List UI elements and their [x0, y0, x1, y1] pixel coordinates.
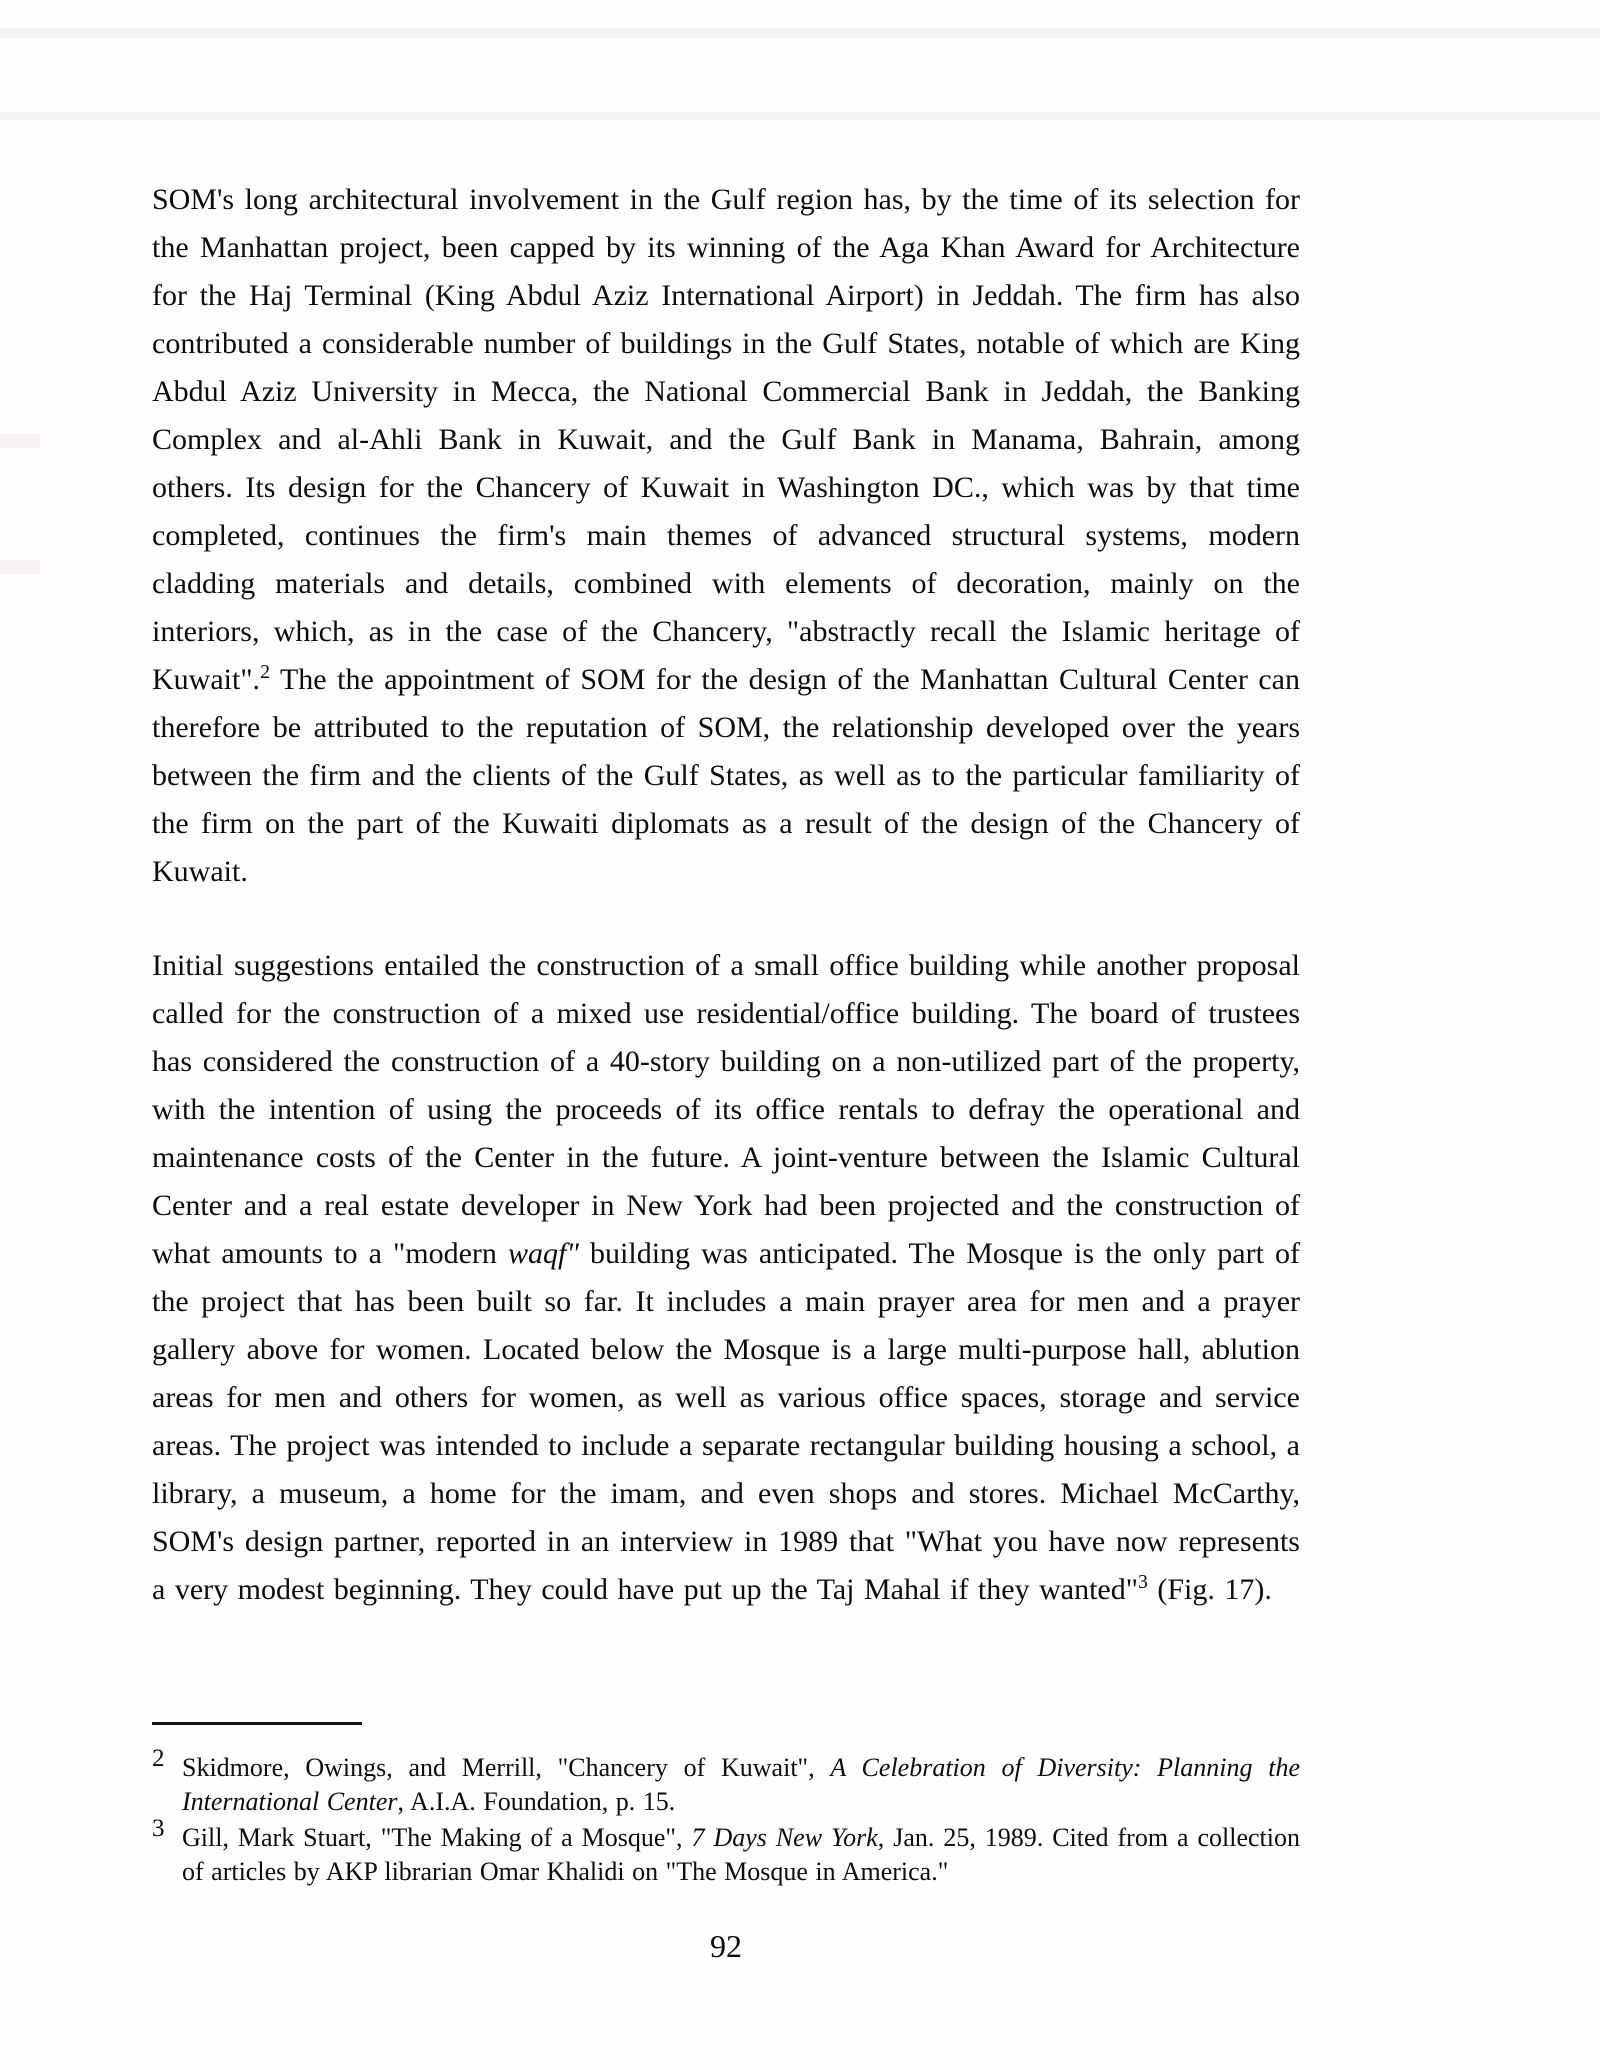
- footnotes-section: [152, 1722, 1300, 1891]
- footnote-2: [152, 1745, 1300, 1819]
- scan-artifact: [0, 28, 1600, 38]
- footnote-3-number: 3: [152, 1815, 165, 1842]
- footnote-3: [152, 1815, 1300, 1889]
- page-body: [152, 176, 1300, 1660]
- footnote-3-text: Gill, Mark Stuart, "The Making of a Mosque", 7 Days New York, Jan. 25, 1989. Cited from a collection of articles by AKP librarian Omar Khalidi on "The Mosque in America.": [182, 1823, 1300, 1886]
- page-number: 92: [710, 1928, 742, 1964]
- scan-artifact: [0, 560, 40, 574]
- paragraph-initial-suggestions: Initial suggestions entailed the construction of a small office building while another proposal called for the construction of a mixed use residential/office building. The board of trustees has considered the construction of a 40-story building on a non-utilized part of the property, with the intention of using the proceeds of its office rentals to defray the operational and maintenance costs of the Center in the future. A joint-venture between the Islamic Cultural Center and a real estate developer in New York had been projected and the construction of what amounts to a "modern waqf" building was anticipated. The Mosque is the only part of the project that has been built so far. It includes a main prayer area for men and a prayer gallery above for women. Located below the Mosque is a large multi-purpose hall, ablution areas for men and others for women, as well as various office spaces, storage and service areas. The project was intended to include a separate rectangular building housing a school, a library, a museum, a home for the imam, and even shops and stores. Michael McCarthy, SOM's design partner, reported in an interview in 1989 that "What you have now represents a very modest beginning. They could have put up the Taj Mahal if they wanted"$^3$ (Fig. 17).: [152, 949, 1301, 1606]
- footnote-separator-rule: [152, 1722, 362, 1725]
- footnote-2-number: 2: [152, 1745, 165, 1772]
- scan-artifact: [0, 434, 40, 448]
- scan-artifact: [0, 112, 1600, 120]
- paragraph-som-gulf-involvement: SOM's long architectural involvement in the Gulf region has, by the time of its selection for the Manhattan project, been capped by its winning of the Aga Khan Award for Architecture for the Haj Terminal (King Abdul Aziz International Airport) in Jeddah. The firm has also contributed a considerable number of buildings in the Gulf States, notable of which are King Abdul Aziz University in Mecca, the National Commercial Bank in Jeddah, the Banking Complex and al-Ahli Bank in Kuwait, and the Gulf Bank in Manama, Bahrain, among others. Its design for the Chancery of Kuwait in Washington DC., which was by that time completed, continues the firm's main themes of advanced structural systems, modern cladding materials and details, combined with elements of decoration, mainly on the interiors, which, as in the case of the Chancery, "abstractly recall the Islamic heritage of Kuwait".$^2$ The the appointment of SOM for the design of the Manhattan Cultural Center can therefore be attributed to the reputation of SOM, the relationship developed over the years between the firm and the clients of the Gulf States, as well as to the particular familiarity of the firm on the part of the Kuwaiti diplomats as a result of the design of the Chancery of Kuwait.: [152, 183, 1300, 888]
- footnote-2-text: Skidmore, Owings, and Merrill, "Chancery of Kuwait", A Celebration of Diversity: Planning the International Center, A.I.A. Foundation, p. 15.: [182, 1753, 1300, 1816]
